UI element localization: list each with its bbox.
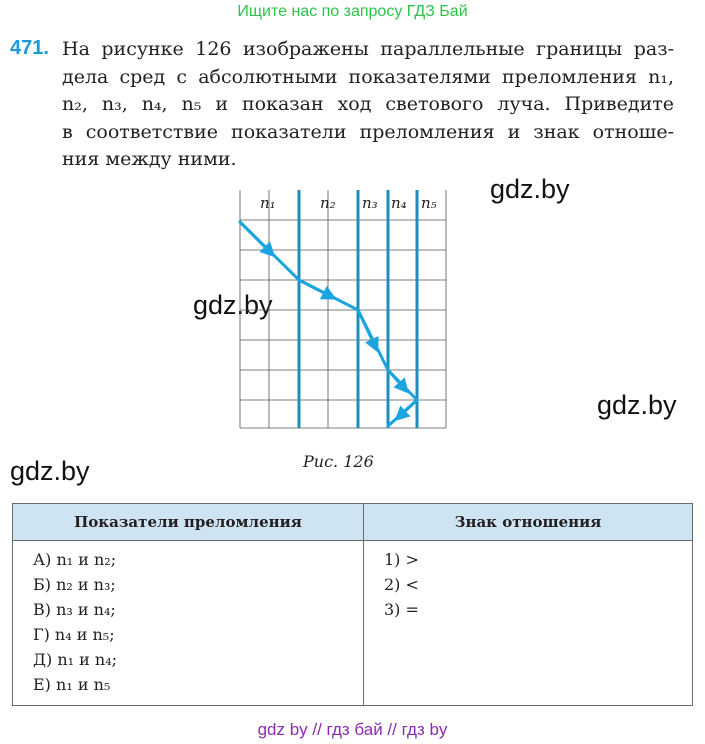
task-line: дела сред с абсолютными показателями преломления n₁, <box>62 65 674 88</box>
figure-caption: Рис. 126 <box>303 452 374 471</box>
refraction-figure <box>238 190 448 430</box>
list-item: 2) < <box>384 575 419 594</box>
list-item: В) n₃ и n₄; <box>33 600 116 619</box>
header-refraction: Показатели преломления <box>13 504 364 541</box>
site-banner: Ищите нас по запросу ГДЗ Бай <box>237 3 468 20</box>
task-number: 471. <box>10 37 49 59</box>
list-item: Е) n₁ и n₅ <box>33 675 111 694</box>
task-line: На рисунке 126 изображены параллельные границы раз- <box>62 38 674 60</box>
list-item: 1) > <box>384 550 419 569</box>
label-n3: n₃ <box>362 194 378 212</box>
label-n2: n₂ <box>320 194 336 212</box>
label-n1: n₁ <box>260 194 276 212</box>
label-n4: n₄ <box>391 194 407 212</box>
list-item: Г) n₄ и n₅; <box>33 625 115 644</box>
header-sign: Знак отношения <box>364 504 693 541</box>
sign-list <box>364 541 693 706</box>
grid <box>240 190 446 428</box>
footer-watermark: gdz by // гдз бай // гдз by <box>257 720 448 739</box>
list-item: 3) = <box>384 600 419 619</box>
list-item: Д) n₁ и n₄; <box>33 650 117 669</box>
list-item: А) n₁ и n₂; <box>33 550 117 569</box>
watermark: gdz.by <box>490 174 570 204</box>
label-n5: n₅ <box>421 194 437 212</box>
task-line: ния между ними. <box>62 148 237 170</box>
watermark: gdz.by <box>10 456 90 486</box>
list-item: Б) n₂ и n₃; <box>33 575 116 594</box>
watermark: gdz.by <box>193 290 273 320</box>
refraction-list <box>13 541 364 706</box>
matching-table <box>12 503 693 706</box>
task-line: в соответствие показатели преломления и знак отноше- <box>62 120 674 143</box>
light-ray <box>240 222 417 426</box>
task-text <box>62 36 674 174</box>
task-line: n₂, n₃, n₄, n₅ и показан ход светового луча. Приведите <box>62 93 674 115</box>
watermark: gdz.by <box>597 390 677 420</box>
